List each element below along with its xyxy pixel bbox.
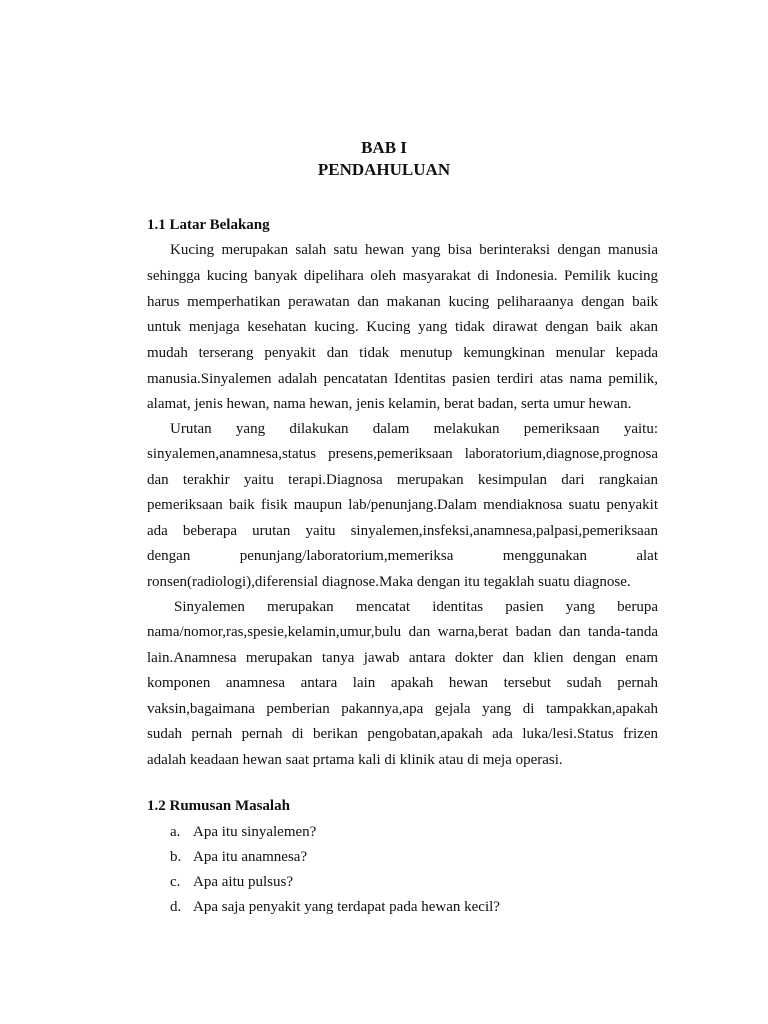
list-item <box>170 872 293 892</box>
list-item <box>170 847 307 867</box>
list-item <box>170 822 316 842</box>
list-marker: a. <box>170 824 181 840</box>
section-heading-rumusan-masalah: 1.2 Rumusan Masalah <box>147 798 290 814</box>
text-line: sudah pernah pernah di berikan pengobatan,apakah ada luka/lesi.Status frizen <box>147 726 658 742</box>
text-line: lain.Anamnesa merupakan tanya jawab antara dokter dan klien dengan enam <box>147 650 658 666</box>
text-line: Kucing merupakan salah satu hewan yang bisa berinteraksi dengan manusia <box>170 242 658 258</box>
text-line: ronsen(radiologi),diferensial diagnose.Maka dengan itu tegaklah suatu diagnose. <box>147 574 631 590</box>
text-line: vaksin,bagaimana pemberian pakannya,apa gejala yang di tampakkan,apakah <box>147 701 658 717</box>
list-marker: b. <box>170 849 182 865</box>
text-line: Urutan yang dilakukan dalam melakukan pemeriksaan yaitu: <box>170 421 658 437</box>
text-line: dan terakhir yaitu terapi.Diagnosa merupakan kesimpulan dari rangkaian <box>147 472 658 488</box>
text-line: harus memperhatikan perawatan dan makanan kucing peliharaanya dengan baik <box>147 294 658 310</box>
text-line: manusia.Sinyalemen adalah pencatatan Identitas pasien terdiri atas nama pemilik, <box>147 371 658 387</box>
text-line: sinyalemen,anamnesa,status presens,pemeriksaan laboratorium,diagnose,prognosa <box>147 446 658 462</box>
list-item-text: Apa itu sinyalemen? <box>193 824 317 840</box>
text-line: dengan penunjang/laboratorium,memeriksa menggunakan alat <box>147 548 658 564</box>
list-item-text: Apa aitu pulsus? <box>193 874 293 890</box>
list-item <box>170 897 500 917</box>
text-line: komponen anamnesa antara lain apakah hewan tersebut sudah pernah <box>147 675 658 691</box>
text-line: alamat, jenis hewan, nama hewan, jenis kelamin, berat badan, serta umur hewan. <box>147 396 632 412</box>
section-heading-latar-belakang: 1.1 Latar Belakang <box>147 217 270 233</box>
list-marker: d. <box>170 899 182 915</box>
list-item-text: Apa saja penyakit yang terdapat pada hewan kecil? <box>193 899 500 915</box>
text-line: sehingga kucing banyak dipelihara oleh masyarakat di Indonesia. Pemilik kucing <box>147 268 658 284</box>
list-marker: c. <box>170 874 181 890</box>
text-line: Sinyalemen merupakan mencatat identitas pasien yang berupa <box>174 599 658 615</box>
text-line: nama/nomor,ras,spesie,kelamin,umur,bulu dan warna,berat badan dan tanda-tanda <box>147 624 658 640</box>
text-line: pemeriksaan baik fisik maupun lab/penunjang.Dalam mendiaknosa suatu penyakit <box>147 497 658 513</box>
text-line: mudah terserang penyakit dan tidak menutup kemungkinan menular kepada <box>147 345 658 361</box>
chapter-title: PENDAHULUAN <box>317 160 451 179</box>
text-line: ada beberapa urutan yaitu sinyalemen,insfeksi,anamnesa,palpasi,pemeriksaan <box>147 523 658 539</box>
chapter-number: BAB I <box>361 138 407 157</box>
list-item-text: Apa itu anamnesa? <box>193 849 308 865</box>
text-line: untuk menjaga kesehatan kucing. Kucing yang tidak dirawat dengan baik akan <box>147 319 658 335</box>
text-line: adalah keadaan hewan saat prtama kali di klinik atau di meja operasi. <box>147 752 563 768</box>
